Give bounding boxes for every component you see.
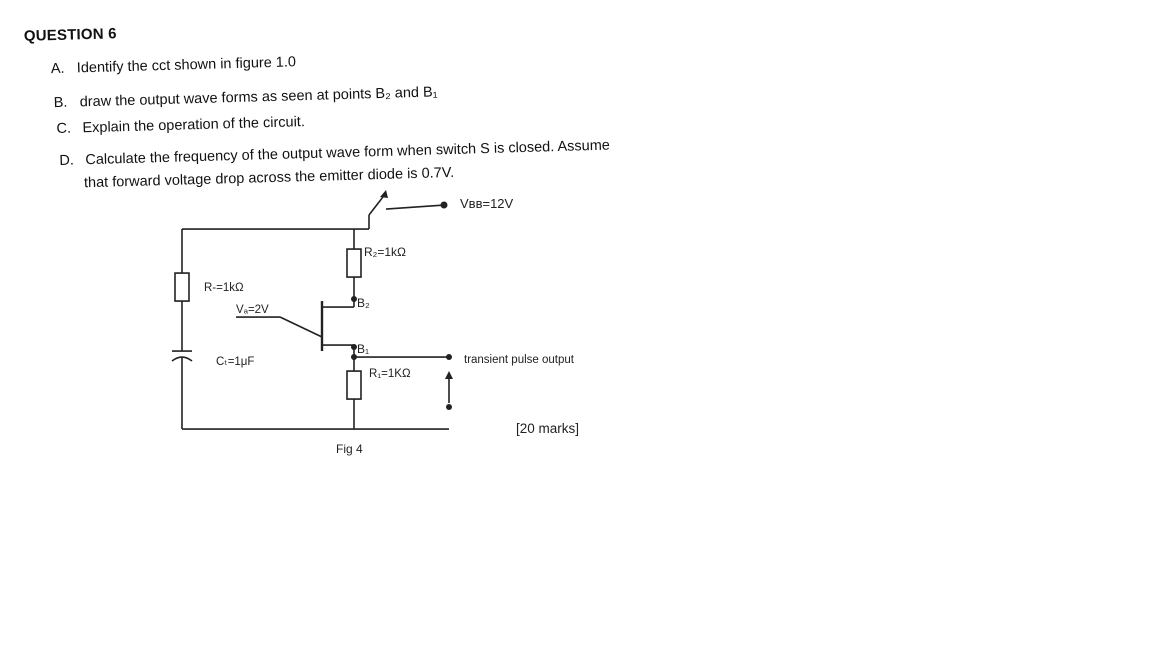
circuit-diagram xyxy=(164,181,624,481)
vp-label: Vₐ=2V xyxy=(235,304,269,317)
output-arrow-head xyxy=(445,371,453,379)
output-terminal-top xyxy=(446,354,452,360)
vbb-wire xyxy=(386,205,444,209)
rt-label: R-=1kΩ xyxy=(203,282,244,295)
vbb-terminal xyxy=(440,202,447,209)
item-text: draw the output wave forms as seen at points B₂ and B₁ xyxy=(79,84,438,111)
ct-label: Cₜ=1μF xyxy=(215,356,255,369)
output-terminal-bottom xyxy=(446,404,452,410)
item-label: C. xyxy=(56,120,72,138)
b1-label: B₁ xyxy=(356,342,370,357)
question-item-d xyxy=(59,138,610,169)
question-item-d-continuation: that forward voltage drop across the emitter diode is 0.7V. xyxy=(83,164,455,192)
switch-arrow xyxy=(380,190,388,198)
question-title: QUESTION 6 xyxy=(23,25,117,45)
item-label: A. xyxy=(50,60,65,78)
r2-resistor xyxy=(347,249,361,277)
figure-caption: Fig 4 xyxy=(335,442,363,457)
ujt-emitter xyxy=(280,317,322,337)
item-text: Explain the operation of the circuit. xyxy=(82,114,306,137)
marks-label: [20 marks] xyxy=(515,421,580,437)
item-label: B. xyxy=(53,94,68,112)
r2-label: R₂=1kΩ xyxy=(363,245,406,260)
question-item-c xyxy=(56,114,305,137)
rt-resistor xyxy=(175,273,189,301)
r1-resistor xyxy=(347,371,361,399)
vbb-label: Vʙʙ=12V xyxy=(459,196,514,212)
question-item-b xyxy=(54,84,438,111)
b2-label: B₂ xyxy=(356,296,370,311)
item-text: Calculate the frequency of the output wave form when switch S is closed. Assume xyxy=(85,137,611,169)
item-label: D. xyxy=(59,152,75,169)
question-item-a xyxy=(51,54,297,77)
output-label: transient pulse output xyxy=(463,354,574,367)
r1-label: R₁=1KΩ xyxy=(368,368,411,381)
item-text: Identify the cct shown in figure 1.0 xyxy=(76,54,297,77)
